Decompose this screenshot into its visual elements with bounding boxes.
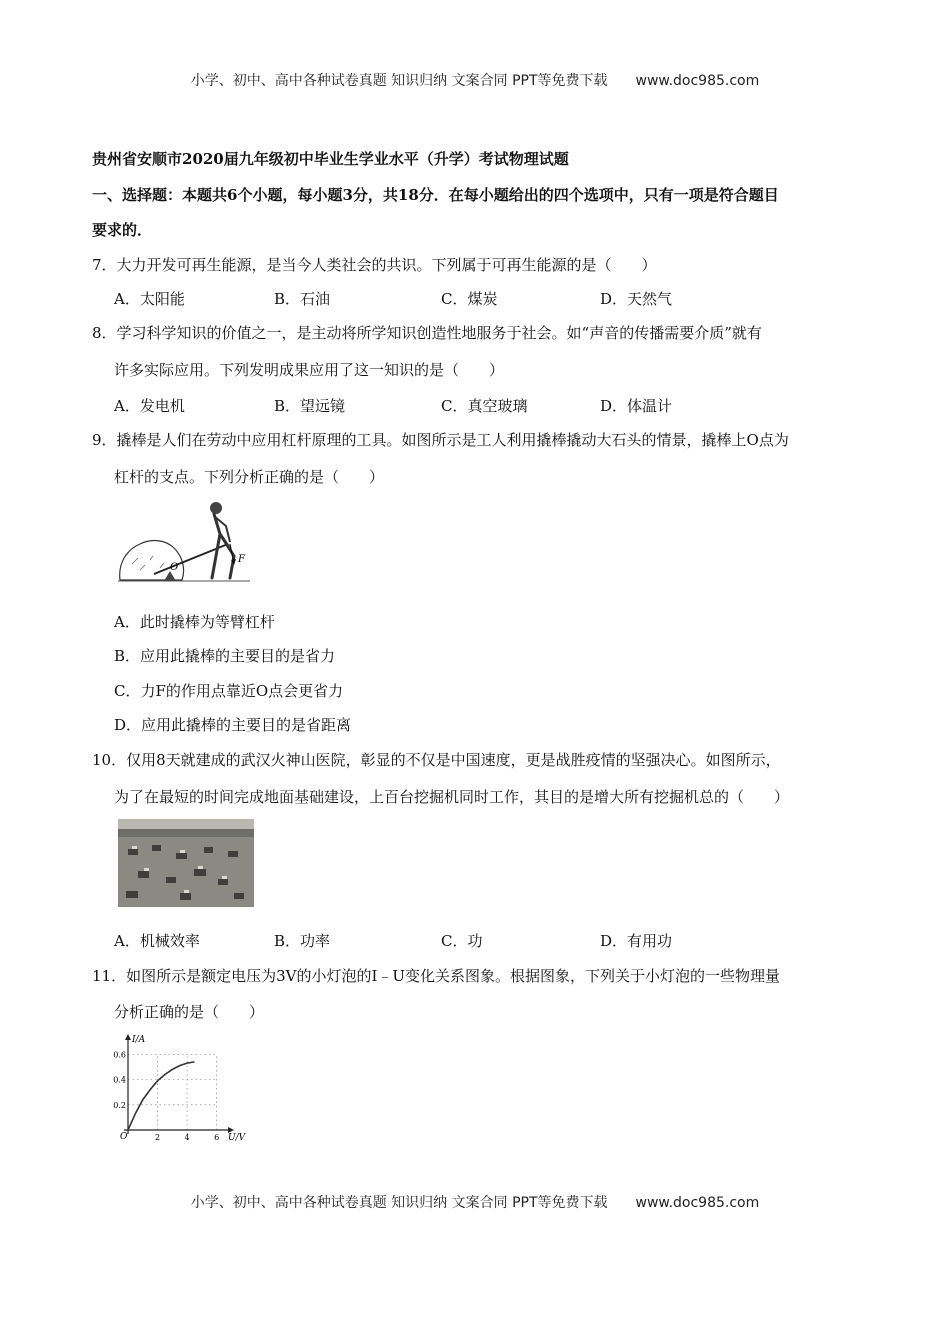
question-9-text-line1: 9．撬棒是人们在劳动中应用杠杆原理的工具。如图所示是工人利用撬棒撬动大石头的情景，撬棒上O点为 (92, 431, 789, 449)
q7-option-d: D．天然气 (600, 290, 673, 308)
worker-head (210, 502, 222, 514)
section-heading-line2: 要求的． (92, 221, 153, 239)
y-axis-arrow (125, 1034, 131, 1040)
x-axis-label: U/V (228, 1133, 246, 1143)
chart-grid (128, 1054, 217, 1130)
iu-chart (112, 1034, 246, 1143)
y-tick-label-0: 0.2 (113, 1100, 126, 1110)
header-text: 小学、初中、高中各种试卷真题 知识归纳 文案合同 PPT等免费下载 (190, 73, 608, 89)
question-11-text-line2: 分析正确的是（ ） (114, 1003, 265, 1021)
question-8-text-line1: 8．学习科学知识的价值之一，是主动将所学知识创造性地服务于社会。如“声音的传播需要介质”就有 (92, 324, 762, 342)
header-site[interactable]: www.doc985.com (635, 73, 760, 89)
photo-buildings (118, 829, 254, 837)
question-10-text-line2: 为了在最短的时间完成地面基础建设，上百台挖掘机同时工作，其目的是增大所有挖掘机总的（ ） (114, 788, 790, 806)
x-tick-label-2: 6 (214, 1133, 220, 1142)
origin-label: O (120, 1132, 128, 1142)
question-7-text: 7．大力开发可再生能源，是当今人类社会的共识。下列属于可再生能源的是（ ） (92, 256, 657, 274)
question-9-text-line2: 杠杆的支点。下列分析正确的是（ ） (114, 468, 385, 486)
y-tick-label-2: 0.6 (113, 1050, 126, 1060)
q8-option-a: A．发电机 (114, 397, 185, 415)
footer-site[interactable]: www.doc985.com (635, 1195, 760, 1211)
page-footer (0, 1192, 950, 1212)
footer-text: 小学、初中、高中各种试卷真题 知识归纳 文案合同 PPT等免费下载 (190, 1195, 608, 1211)
iu-curve-series (128, 1062, 194, 1130)
label-o: O (170, 562, 179, 573)
section-heading-line1: 一、选择题：本题共6个小题，每小题3分，共18分．在每小题给出的四个选项中，只有一项是符合题目 (92, 186, 779, 204)
x-tick-label-0: 2 (154, 1133, 161, 1142)
question-10-text-line1: 10．仅用8天就建成的武汉火神山医院，彰显的不仅是中国速度，更是战胜疫情的坚强决心。如图所示， (92, 751, 781, 769)
q8-option-b: B．望远镜 (274, 397, 346, 415)
q10-option-a: A．机械效率 (114, 932, 200, 950)
label-f: F (238, 554, 245, 565)
exam-title: 贵州省安顺市2020届九年级初中毕业生学业水平（升学）考试物理试题 (92, 150, 569, 168)
question-11-text-line1: 11．如图所示是额定电压为3V的小灯泡的I﹣U变化关系图象。根据图象，下列关于小灯泡的一些物理量 (92, 967, 781, 985)
excavators-photo (118, 819, 254, 907)
rock-texture (132, 556, 164, 570)
q10-option-d: D．有用功 (600, 932, 673, 950)
crowbar-worker-figure (116, 498, 256, 588)
page-header (0, 70, 950, 90)
q7-option-b: B．石油 (274, 290, 331, 308)
q9-option-b: B．应用此撬棒的主要目的是省力 (114, 647, 336, 665)
q7-option-a: A．太阳能 (114, 290, 185, 308)
q10-option-c: C．功 (441, 932, 483, 950)
y-tick-label-1: 0.4 (113, 1075, 126, 1085)
q9-option-d: D．应用此撬棒的主要目的是省距离 (114, 716, 352, 734)
x-tick-label-1: 4 (184, 1133, 190, 1142)
q9-option-a: A．此时撬棒为等臂杠杆 (114, 613, 275, 631)
q8-option-d: D．体温计 (600, 397, 673, 415)
y-axis-label: I/A (132, 1035, 146, 1045)
q7-option-c: C．煤炭 (441, 290, 498, 308)
question-8-text-line2: 许多实际应用。下列发明成果应用了这一知识的是（ ） (114, 361, 505, 379)
rock-outline (120, 541, 184, 580)
q9-option-c: C．力F的作用点靠近O点会更省力 (114, 682, 344, 700)
q8-option-c: C．真空玻璃 (441, 397, 528, 415)
q10-option-b: B．功率 (274, 932, 331, 950)
